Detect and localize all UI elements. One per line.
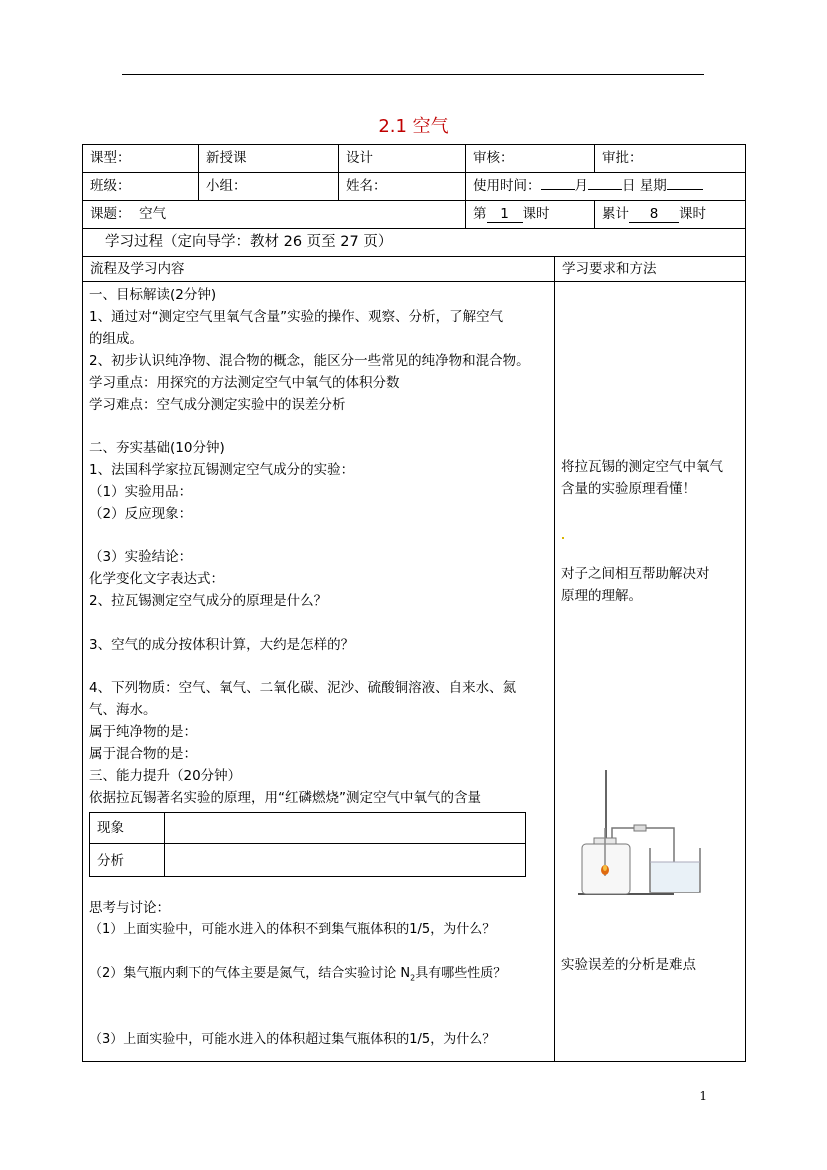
content-line: 4、下列物质：空气、氧气、二氧化碳、泥沙、硫酸铜溶液、自来水、氮 (89, 680, 517, 696)
discussion-title: 思考与讨论： (89, 900, 170, 916)
content-line: 学习难点：空气成分测定实验中的误差分析 (89, 397, 346, 413)
content-line: 2、初步认识纯净物、混合物的概念，能区分一些常见的纯净物和混合物。 (89, 353, 530, 369)
name-label: 姓名： (346, 178, 387, 194)
use-time-label: 使用时间： (473, 178, 541, 194)
use-time (473, 175, 703, 197)
note-3: 实验误差的分析是难点 (561, 957, 696, 973)
content-line: 学习重点：用探究的方法测定空气中氧气的体积分数 (89, 375, 400, 391)
reviewer-label: 审核： (473, 150, 514, 166)
question-1: （1）上面实验中，可能水进入的体积不到集气瓶体积的1/5，为什么？ (89, 922, 496, 937)
question-2-text-end: 具有哪些性质？ (415, 966, 507, 981)
topic-value: 空气 (139, 206, 167, 222)
lesson-type-label: 课型： (90, 150, 131, 166)
note-1-line-2: 含量的实验原理看懂！ (561, 481, 696, 497)
content-line: 化学变化文字表达式： (89, 571, 224, 587)
note-2-line-2: 原理的理解。 (561, 588, 642, 604)
content-line: 1、通过对“测定空气里氧气含量”实验的操作、观察、分析，了解空气 (89, 309, 504, 325)
month-label: 月 (574, 178, 588, 194)
approver-label: 审批： (602, 150, 643, 166)
question-2 (89, 963, 506, 990)
subscript: 2 (410, 973, 416, 983)
content-line: （3）实验结论： (89, 549, 193, 565)
lesson-number: 1 (487, 206, 523, 223)
total-suffix: 课时 (679, 206, 706, 222)
day-label: 日 (622, 178, 636, 194)
note-2-line-1: 对子之间相互帮助解决对 (561, 566, 710, 582)
analysis-label: 分析 (97, 853, 124, 869)
lesson-type-value: 新授课 (206, 150, 247, 166)
content-line: 1、法国科学家拉瓦锡测定空气成分的实验： (89, 462, 355, 478)
dot (562, 537, 564, 539)
total-count (602, 203, 706, 225)
page-title: 2.1 空气 (378, 116, 449, 137)
apparatus-illustration (574, 768, 714, 898)
col-right-header: 学习要求和方法 (562, 261, 657, 277)
content-line: （1）实验用品： (89, 484, 193, 500)
content-line: 属于纯净物的是： (89, 724, 197, 740)
content-line: 气、海水。 (89, 702, 157, 718)
question-2-text: （2）集气瓶内剩下的气体主要是氮气，结合实验讨论 N (89, 966, 411, 981)
class-label: 班级： (90, 178, 131, 194)
col-left-header: 流程及学习内容 (90, 261, 185, 277)
content-line: 依据拉瓦锡著名实验的原理，用“红磷燃烧”测定空气中氧气的含量 (89, 790, 481, 806)
content-line: 二、夯实基础(10分钟) (89, 440, 225, 456)
group-label: 小组： (206, 178, 247, 194)
header-rule (122, 74, 704, 75)
topic (90, 203, 166, 225)
lesson-count (473, 203, 550, 225)
note-1-line-1: 将拉瓦锡的测定空气中氧气 (561, 459, 723, 475)
content-line: 3、空气的成分按体积计算，大约是怎样的？ (89, 637, 355, 653)
page-number: 1 (699, 1089, 707, 1103)
content-line: 属于混合物的是： (89, 746, 197, 762)
lesson-suffix: 课时 (522, 206, 550, 222)
process-title: 学习过程（定向导学：教材 26 页至 27 页） (105, 234, 393, 250)
content-line: 的组成。 (89, 331, 143, 347)
observation-label: 现象 (97, 820, 124, 836)
designer-label: 设计 (346, 150, 373, 166)
content-line: 三、能力提升（20分钟） (89, 768, 242, 784)
question-3: （3）上面实验中，可能水进入的体积超过集气瓶体积的1/5，为什么？ (89, 1032, 496, 1047)
content-line: 一、目标解读(2分钟) (89, 287, 217, 303)
weekday-label: 星期 (639, 178, 667, 194)
lesson-prefix: 第 (473, 206, 487, 222)
total-prefix: 累计 (602, 206, 629, 222)
total-number: 8 (629, 206, 679, 223)
content-line: （2）反应现象： (89, 506, 193, 522)
topic-label: 课题： (90, 206, 131, 222)
content-line: 2、拉瓦锡测定空气成分的原理是什么？ (89, 593, 328, 609)
